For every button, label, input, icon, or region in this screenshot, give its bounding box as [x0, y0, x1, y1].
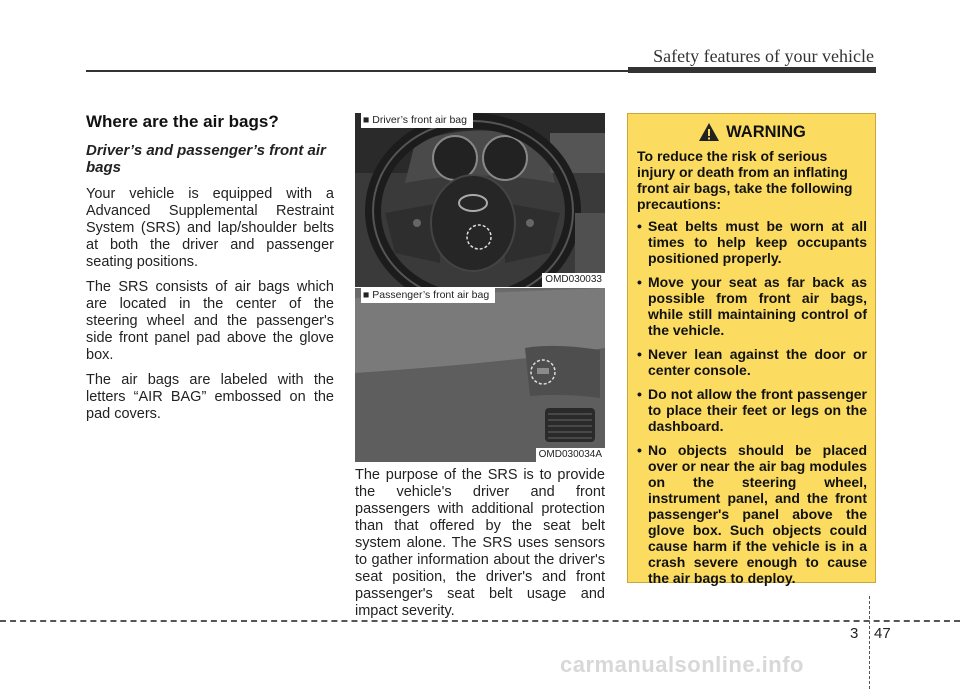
passenger-airbag-photo [355, 288, 605, 462]
warning-triangle-icon [698, 122, 720, 142]
footer-rule [0, 620, 960, 622]
section-heading: Where are the air bags? [86, 112, 279, 131]
dashboard-illustration [355, 288, 605, 462]
warning-title: WARNING [726, 122, 806, 141]
warning-item: • Never lean against the door or center console. [637, 346, 867, 378]
srs-purpose-paragraph: The purpose of the SRS is to provide the vehicle's driver and front passengers with additional protection than that offered by the seat belt system alone. The SRS uses sensors to gather information about the driver's seat position, the driver's and front passenger's seat belt usage and impact severity. [355, 467, 605, 619]
figure-code: OMD030033 [542, 273, 605, 287]
warning-header [637, 122, 867, 142]
warning-intro: To reduce the risk of serious injury or death from an inflating front air bags, take the following precautions: [637, 148, 853, 212]
middle-column [355, 467, 605, 628]
figure-code: OMD030034A [536, 448, 605, 462]
airbag-label-paragraph: The air bags are labeled with the letters “AIR BAG” embossed on the pad covers. [86, 372, 334, 422]
warning-list [637, 218, 867, 586]
running-header: Safety features of your vehicle [653, 46, 874, 66]
driver-airbag-photo [355, 113, 605, 287]
page-number: 47 [874, 625, 891, 642]
figure-caption: ■ Passenger’s front air bag [361, 288, 495, 303]
warning-item: • No objects should be placed over or near the air bag modules on the steering wheel, instrument panel, and the front passenger's panel above the glove box. Such objects could cause harm if the vehicle is in a crash severe enough to cause the air bags to deploy. [637, 442, 867, 586]
watermark: carmanualsonline.info [560, 652, 804, 677]
header-rule-accent [628, 67, 876, 73]
warning-item: • Seat belts must be worn at all times to help keep occupants positioned properly. [637, 218, 867, 266]
intro-paragraph: Your vehicle is equipped with a Advanced Supplemental Restraint System (SRS) and lap/shoulder belts at both the driver and passenger seating positions. [86, 186, 334, 270]
warning-box [627, 113, 876, 586]
warning-item: • Move your seat as far back as possible from front air bags, while still maintaining control of the vehicle. [637, 274, 867, 338]
steering-wheel-illustration [355, 113, 605, 287]
section-number: 3 [850, 625, 859, 642]
page-number-divider [869, 596, 870, 689]
left-column [86, 112, 334, 431]
figure-caption: ■ Driver’s front air bag [361, 113, 473, 128]
srs-location-paragraph: The SRS consists of air bags which are located in the center of the steering wheel and the passenger's side front panel pad above the glove box. [86, 279, 334, 363]
warning-item: • Do not allow the front passenger to place their feet or legs on the dashboard. [637, 386, 867, 434]
subsection-heading: Driver’s and passenger’s front air bags [86, 142, 326, 176]
